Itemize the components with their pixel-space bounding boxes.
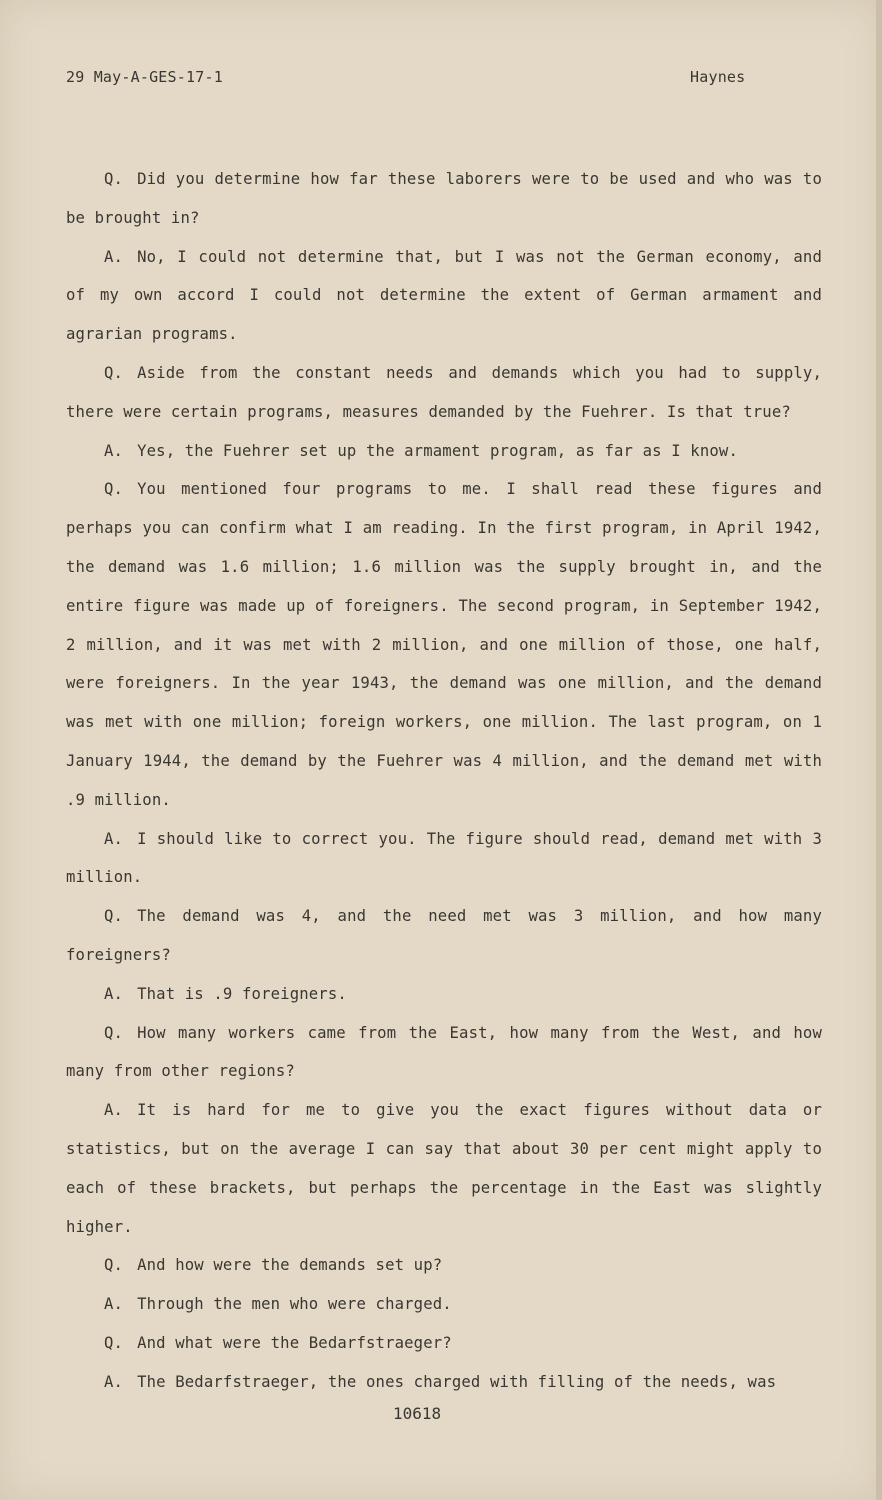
paragraph-text: Did you determine how far these laborers were to be used and who was to be brought in? (66, 170, 822, 227)
speaker-label: A. (104, 1101, 124, 1120)
transcript-paragraph (66, 1285, 822, 1324)
paragraph-text: And what were the Bedarfstraeger? (137, 1333, 452, 1352)
transcript-paragraph (66, 820, 822, 898)
witness-name: Haynes (690, 68, 746, 86)
speaker-label: A. (104, 441, 124, 460)
paragraph-text: Through the men who were charged. (137, 1295, 452, 1314)
speaker-label: A. (104, 1295, 124, 1314)
paragraph-text: It is hard for me to give you the exact figures without data or statistics, but on the average I can say that about 30 per cent might apply to each of these brackets, but perhaps the percentage in the East was slightly higher. (66, 1101, 822, 1236)
transcript-paragraph (66, 1091, 822, 1246)
speaker-label: Q. (104, 1256, 124, 1275)
paragraph-text: No, I could not determine that, but I was not the German economy, and of my own accord I could not determine the extent of German armament and agrarian programs. (66, 247, 822, 344)
speaker-label: Q. (104, 907, 124, 926)
speaker-label: A. (104, 247, 124, 266)
paragraph-text: Aside from the constant needs and demands which you had to supply, there were certain programs, measures demanded by the Fuehrer. Is that true? (66, 363, 822, 421)
paragraph-text: I should like to correct you. The figure should read, demand met with 3 million. (66, 829, 822, 887)
paragraph-text: That is .9 foreigners. (137, 984, 347, 1003)
paragraph-text: Yes, the Fuehrer set up the armament program, as far as I know. (137, 441, 738, 460)
transcript-paragraph (66, 1246, 822, 1285)
speaker-label: A. (104, 829, 124, 848)
page-number: 10618 (393, 1404, 442, 1423)
transcript-paragraph (66, 1014, 822, 1092)
page-edge (876, 0, 882, 1500)
speaker-label: Q. (104, 1333, 124, 1352)
transcript-paragraph (66, 470, 822, 819)
speaker-label: Q. (104, 480, 124, 499)
paragraph-text: How many workers came from the East, how many from the West, and how many from other regions? (66, 1023, 822, 1081)
paragraph-text: The demand was 4, and the need met was 3 million, and how many foreigners? (66, 907, 822, 964)
document-reference: 29 May-A-GES-17-1 (66, 68, 223, 86)
paragraph-text: The Bedarfstraeger, the ones charged with filling of the needs, was (137, 1372, 777, 1391)
transcript-paragraph (66, 975, 822, 1014)
paragraph-text: You mentioned four programs to me. I shall read these figures and perhaps you can confirm what I am reading. In the first program, in April 1942, the demand was 1.6 million; 1.6 million was the supply brought in, and the entire figure was made up of foreigners. The second program, in September 1942, 2 million, and it was met with 2 million, and one million of those, one half, were foreigners. In the year 1943, the demand was one million, and the demand was met with one million; foreign workers, one million. The last program, on 1 January 1944, the demand by the Fuehrer was 4 million, and the demand met with .9 million. (66, 480, 822, 809)
transcript-paragraph (66, 160, 822, 238)
speaker-label: A. (104, 1372, 124, 1391)
transcript-paragraph (66, 432, 822, 471)
transcript-paragraph (66, 354, 822, 432)
transcript-paragraph (66, 1363, 822, 1402)
transcript-paragraph (66, 897, 822, 975)
speaker-label: Q. (104, 363, 124, 382)
transcript-body (66, 160, 822, 1402)
transcript-paragraph (66, 238, 822, 354)
paragraph-text: And how were the demands set up? (137, 1256, 443, 1275)
speaker-label: Q. (104, 1023, 124, 1042)
speaker-label: Q. (104, 170, 124, 188)
speaker-label: A. (104, 984, 124, 1003)
transcript-paragraph (66, 1324, 822, 1363)
